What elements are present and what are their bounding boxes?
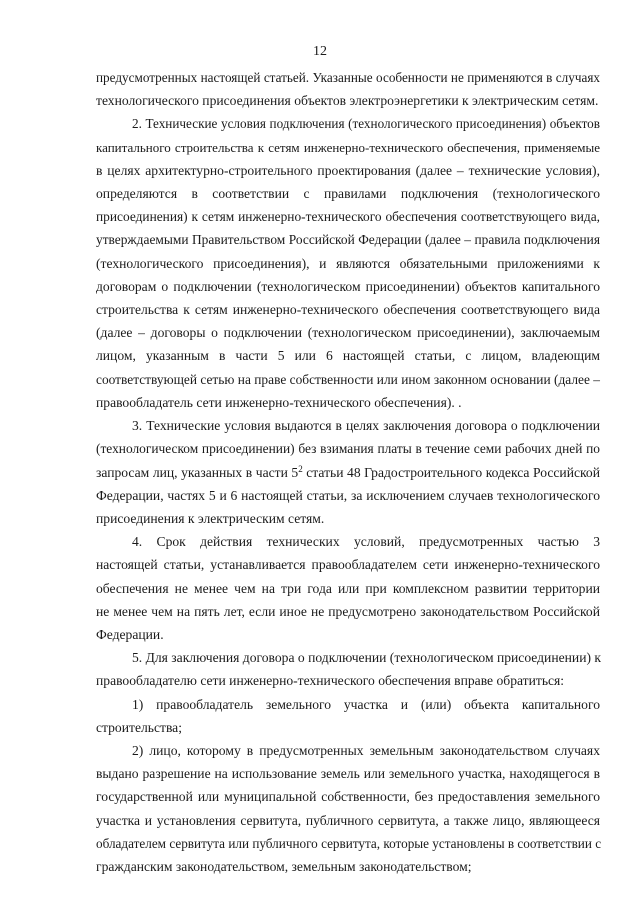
text-line — [96, 464, 600, 481]
text-line: строительства; — [96, 720, 182, 735]
text-line: участка и установления сервитута, публичного сервитута, а также лицо, являющееся — [96, 813, 600, 828]
text-line: технологического присоединения объектов электроэнергетики к электрическим сетям. — [96, 93, 599, 108]
text-line: определяются в соответствии с правилами подключения (технологического — [96, 186, 600, 201]
text-line: (технологическом присоединении) без взимания платы в течение семи рабочих дней по — [96, 441, 600, 456]
text-line: Федерации, частях 5 и 6 настоящей статьи, за исключением случаев технологического — [96, 488, 600, 503]
text-line: выдано разрешение на использование земель или земельного участка, находящегося в — [96, 766, 600, 781]
text-line: 4. Срок действия технических условий, предусмотренных частью 3 — [132, 534, 600, 549]
text-line: обеспечения не менее чем на три года или при комплексном развитии территории — [96, 581, 600, 596]
text-line: в целях архитектурно-строительного проектирования (далее – технические условия), — [96, 163, 600, 178]
text-segment: статьи 48 Градостроительного кодекса Российской — [302, 465, 600, 480]
text-line: присоединения к электрическим сетям. — [96, 511, 325, 526]
text-line: правообладатель сети инженерно-технического обеспечения). . — [96, 395, 462, 410]
text-line: 3. Технические условия выдаются в целях заключения договора о подключении — [132, 418, 600, 433]
text-line: присоединения) к сетям инженерно-технического обеспечения соответствующего вида, — [96, 209, 600, 224]
text-line: предусмотренных настоящей статьей. Указанные особенности не применяются в случаях — [96, 70, 600, 85]
text-line: соответствующей сетью на праве собственности или ином законном основании (далее – — [96, 372, 600, 387]
text-line: государственной или муниципальной собственности, без предоставления земельного — [96, 789, 600, 804]
text-line: 2. Технические условия подключения (технологического присоединения) объектов — [132, 116, 600, 131]
superscript: 2 — [298, 464, 303, 474]
text-line: (далее – договоры о подключении (технологическом присоединении), заключаемым — [96, 325, 600, 340]
text-line: (технологического присоединения), и являются обязательными приложениями к — [96, 256, 600, 271]
text-line: строительства к сетям инженерно-технического обеспечения соответствующего вида — [96, 302, 600, 317]
text-line: договорам о подключении (технологическом присоединении) объектов капитального — [96, 279, 600, 294]
text-line: 2) лицо, которому в предусмотренных земельным законодательством случаях — [132, 743, 600, 758]
text-line: 5. Для заключения договора о подключении (технологическом присоединении) к — [132, 650, 601, 665]
text-line: Федерации. — [96, 627, 164, 642]
text-line: обладателем сервитута или публичного сервитута, которые установлены в соответствии с — [96, 836, 602, 851]
text-line: лицом, указанным в части 5 или 6 настоящей статьи, с лицом, владеющим — [96, 348, 600, 363]
text-line: 1) правообладатель земельного участка и (или) объекта капитального — [132, 697, 600, 712]
text-line: капитального строительства к сетям инженерно-технического обеспечения, применяемые — [96, 140, 600, 155]
text-line: правообладателю сети инженерно-технического обеспечения вправе обратиться: — [96, 673, 565, 688]
text-line: настоящей статьи, устанавливается правообладателем сети инженерно-технического — [96, 557, 600, 572]
text-line: утверждаемыми Правительством Российской Федерации (далее – правила подключения — [96, 232, 600, 247]
page-number: 12 — [313, 44, 327, 59]
text-line: не менее чем на пять лет, если иное не предусмотрено законодательством Российской — [96, 604, 600, 619]
text-segment: запросам лиц, указанных в части 5 — [96, 465, 299, 480]
text-line: гражданским законодательством, земельным законодательством; — [96, 859, 472, 874]
